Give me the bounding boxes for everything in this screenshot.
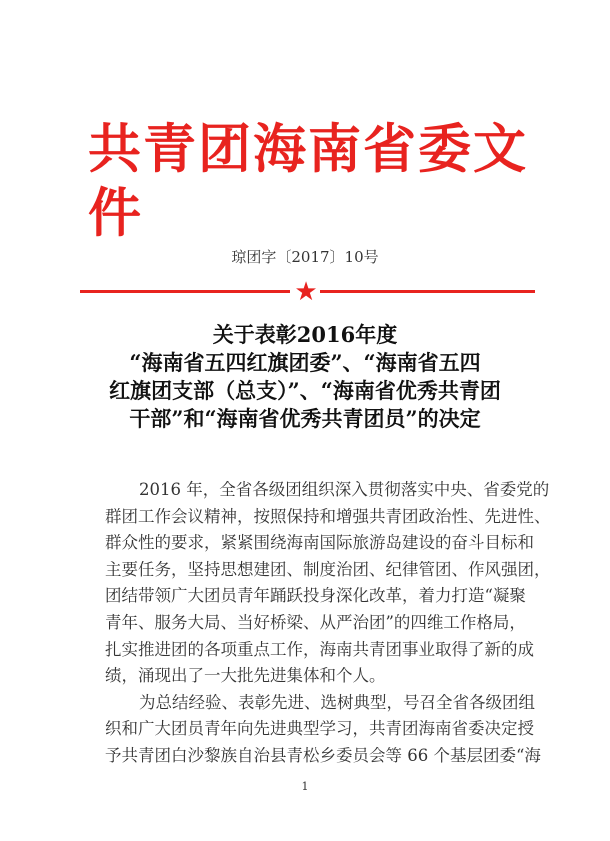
body-line: 予共青团白沙黎族自治县青松乡委员会等 66 个基层团委“海 (105, 745, 541, 765)
document-title (0, 321, 610, 433)
body-line: 主要任务，坚持思想建团、制度治团、纪律管团、作风强团， (105, 559, 551, 579)
body-line: 扎实推进团的各项重点工作，海南共青团事业取得了新的成 (105, 639, 534, 659)
page-number: 1 (301, 780, 309, 793)
document-number: 琼团字〔2017〕10号 (231, 248, 379, 266)
title-line: 关于表彰2016年度 (212, 322, 398, 347)
star-icon: ★ (294, 277, 318, 307)
body-line: 为总结经验、表彰先进、选树典型，号召全省各级团组 (139, 692, 535, 712)
body-line: 群众性的要求，紧紧围绕海南国际旅游岛建设的奋斗目标和 (105, 533, 534, 553)
body-line: 团结带领广大团员青年踊跃投身深化改革，着力打造“凝聚 (105, 586, 526, 606)
red-divider-right (320, 290, 535, 293)
document-body (105, 477, 551, 770)
body-line: 织和广大团员青年向先进典型学习，共青团海南省委决定授 (105, 719, 534, 739)
red-divider-left (80, 290, 290, 293)
document-header-title: 共青团海南省委文件 (88, 119, 526, 244)
title-line: 干部”和“海南省优秀共青团员”的决定 (129, 406, 481, 431)
body-line: 群团工作会议精神，按照保持和增强共青团政治性、先进性、 (105, 506, 551, 526)
body-line: 青年、服务大局、当好桥梁、从严治团”的四维工作格局， (105, 612, 526, 632)
title-line: 红旗团支部（总支）”、“海南省优秀共青团 (109, 378, 501, 403)
body-line: 2016 年，全省各级团组织深入贯彻落实中央、省委党的 (139, 480, 550, 499)
body-line: 绩，涌现出了一大批先进集体和个人。 (105, 666, 386, 686)
title-line: “海南省五四红旗团委”、“海南省五四 (129, 350, 481, 375)
